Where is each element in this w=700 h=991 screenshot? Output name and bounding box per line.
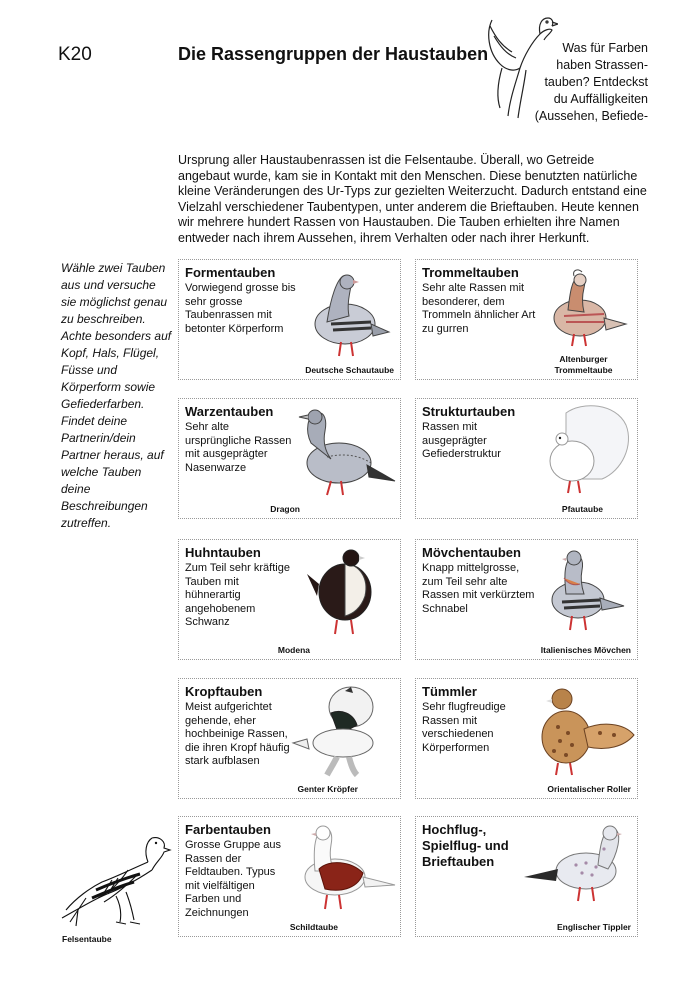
question-line: tauben? Entdeckst [544,75,648,89]
breed-name: Pfautaube [561,504,603,514]
breed-name: Deutsche Schautaube [305,365,394,375]
worksheet-code: K20 [58,44,92,65]
breed-name: Altenburger Trommeltaube [554,354,613,375]
card-description: Knapp mittelgrosse, zum Teil sehr alte Rassen mit verkürztem Schnabel [422,562,535,615]
card-title: Tümmler [422,684,477,699]
card-title: Hochflug-, Spielflug- und Brieftauben [422,822,509,869]
breed-name: Orientalischer Roller [547,784,631,794]
schautaube-pigeon-icon [297,266,397,364]
card-description: Sehr alte Rassen mit besonderer, dem Trommeln ähnlicher Art zu gurren [422,282,536,335]
card-description: Zum Teil sehr kräftige Tauben mit hühnerartig angehobenem Schwanz [185,562,290,629]
question-line: (Aussehen, Befiede- [534,109,648,123]
card-title: Warzentauben [185,404,274,419]
card-title: Kropftauben [185,684,263,699]
card-description: Vorwiegend grosse bis sehr grosse Taubenrassen mit betonter Körperform [185,282,296,335]
card-description: Rassen mit ausgeprägter Gefiederstruktur [422,421,501,461]
side-question [498,40,648,125]
card-huhntauben [178,539,401,660]
question-line: du Auffälligkeiten [553,92,648,106]
kroepfer-pigeon-icon [287,683,397,783]
breed-name: Modena [277,645,310,655]
dragon-pigeon-icon [287,403,399,505]
question-line: Was für Farben [562,41,648,55]
tippler-pigeon-icon [516,819,636,919]
card-title: Huhntauben [185,545,261,560]
card-description: Sehr flugfreudige Rassen mit verschiedenen Körperformen [422,701,506,754]
card-description: Meist aufgerichtet gehende, eher hochbeinige Rassen, die ihren Kropf häufig stark aufblasen [185,701,290,768]
breed-name: Italienisches Mövchen [540,645,631,655]
task-text: Wähle zwei Tauben aus und versuche sie möglichst genau zu beschreiben. Achte besonders auf Kopf, Hals, Flügel, Füsse und Körperform sowie Gefiederfarben. Findet deine Partnerin/dein Partner heraus, auf welche Tauben deine Beschreibungen zutreffen. [61,261,172,530]
roller-pigeon-icon [528,681,636,785]
card-title: Formentauben [185,265,276,280]
page-title: Die Rassengruppen der Haustauben [178,44,489,64]
card-warzentauben [178,398,401,519]
question-line: haben Strassen- [556,58,648,72]
intro-text: Ursprung aller Haustaubenrassen ist die Felsentaube. Überall, wo Getreide angebaut wurde, kam sie in Kontakt mit den Menschen. Diese benutzten natürliche kleine Veränderungen des Ur-Typs zur gezielten Weiterzucht. Dadurch entstand eine Vielzahl verschiedener Taubentypen, unter anderem die Brieftauben. Heute kennen wir mehrere hundert Rassen von Haustauben. Die Tauben erhielten ihre Namen entweder nach ihrem Aussehen, ihrem Verhalten oder nach ihrer Herkunft. [178,153,647,245]
card-title: Farbentauben [185,822,271,837]
card-hochflug-spielflug-brieftauben [415,816,638,937]
card-description: Sehr alte ursprüngliche Rassen mit ausgeprägter Nasenwarze [185,421,292,474]
card-kropftauben [178,678,401,799]
breed-name: Genter Kröpfer [297,784,358,794]
felsentaube-label: Felsentaube [62,934,112,944]
card-tuemmler [415,678,638,799]
schildtaube-pigeon-icon [285,819,399,919]
card-title: Strukturtauben [422,404,516,419]
breed-name: Schildtaube [289,922,338,932]
felsentaube-pigeon-icon [56,826,172,932]
card-trommeltauben [415,259,638,380]
card-title: Mövchentauben [422,545,521,560]
card-description: Grosse Gruppe aus Rassen der Feldtauben. Typus mit vielfältigen Farben und Zeichnungen [185,839,281,919]
card-farbentauben [178,816,401,937]
card-strukturtauben [415,398,638,519]
trommeltaube-pigeon-icon [534,266,634,352]
card-title: Trommeltauben [422,265,519,280]
modena-pigeon-icon [299,544,397,644]
pfautaube-pigeon-icon [526,401,634,503]
card-moevchentauben [415,539,638,660]
card-formentauben [178,259,401,380]
moevchen-pigeon-icon [534,544,634,640]
breed-name: Dragon [270,504,300,514]
breed-name: Englischer Tippler [556,922,631,932]
